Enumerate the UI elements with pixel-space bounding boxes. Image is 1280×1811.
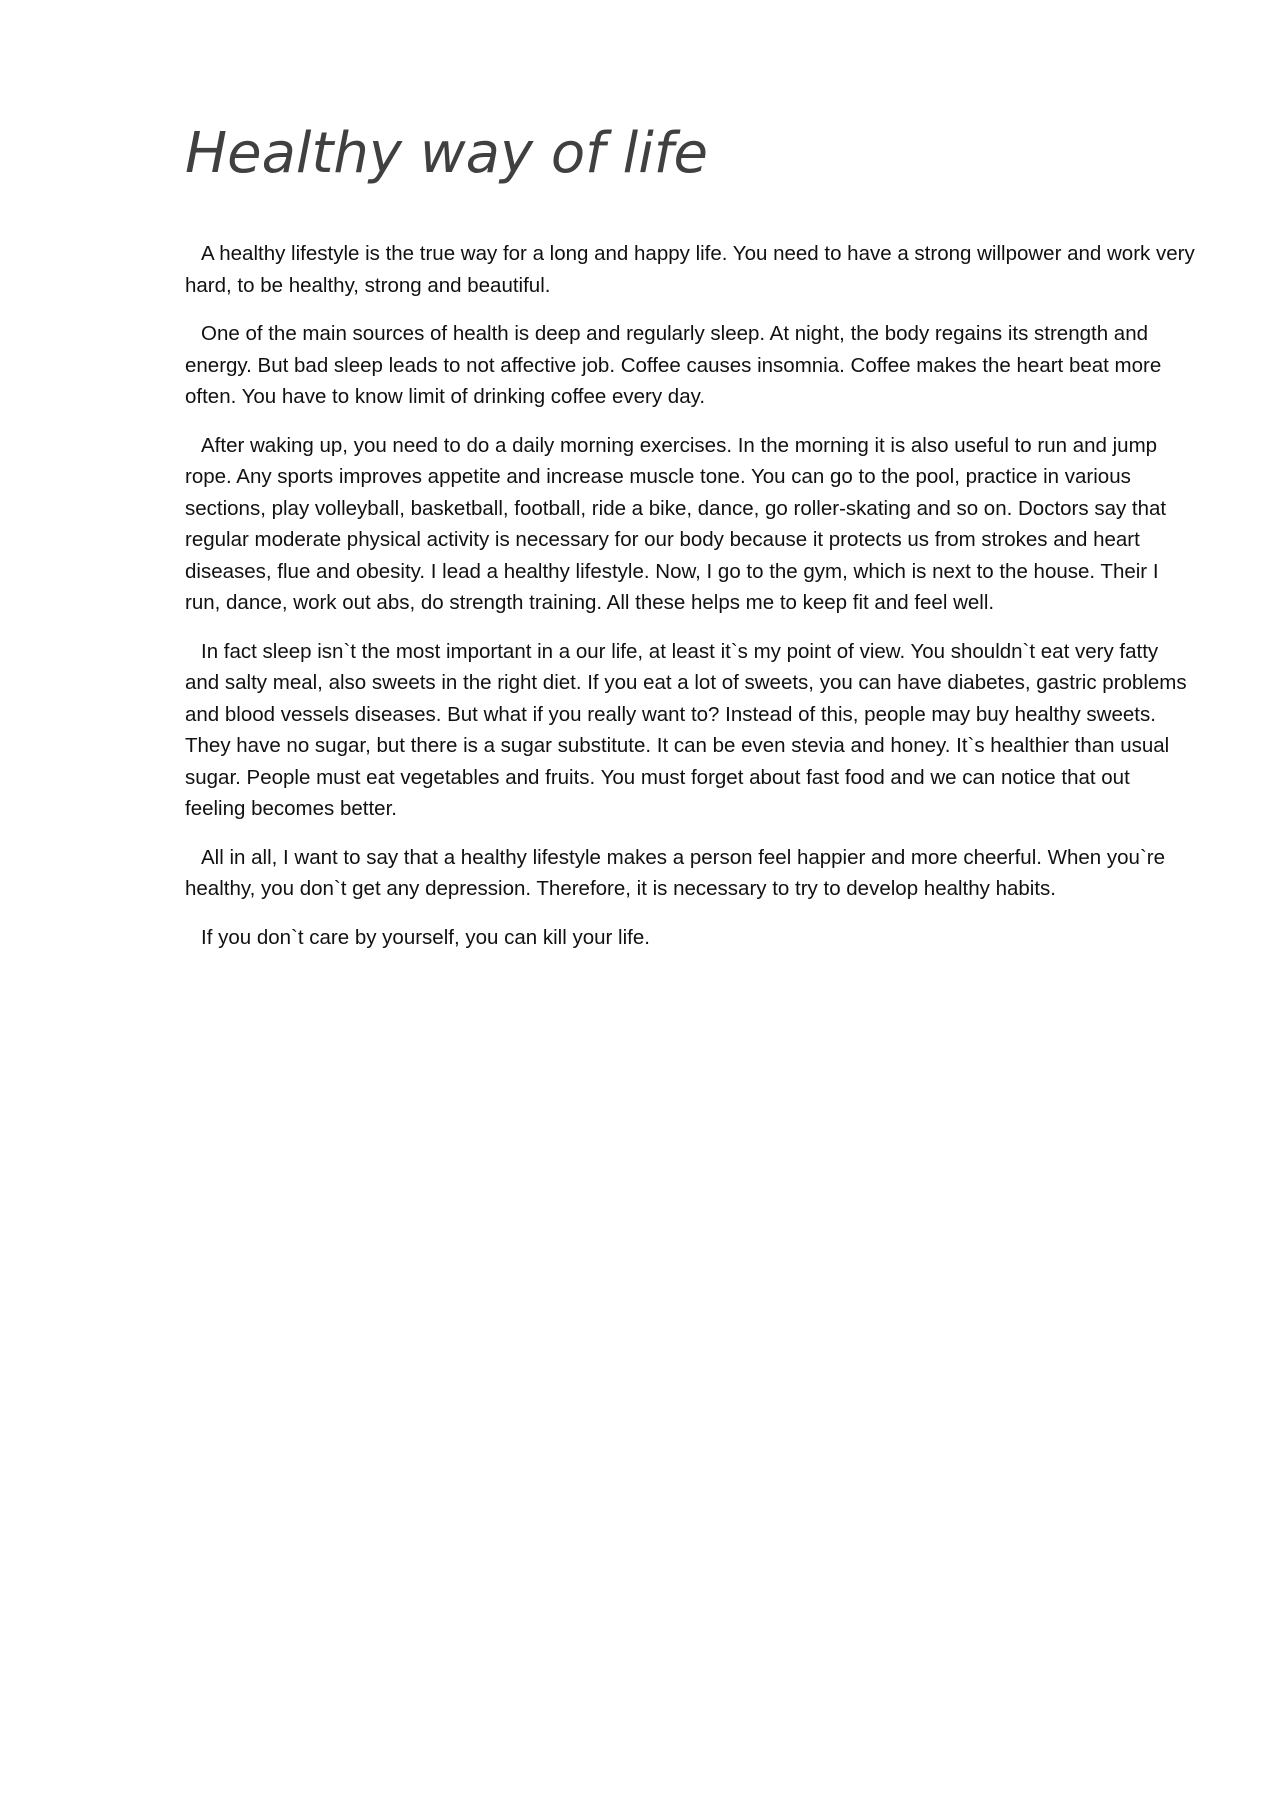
paragraph-conclusion: All in all, I want to say that a healthy lifestyle makes a person feel happier and more cheerful. When you`re healthy, you don`t get any depression. Therefore, it is necessary to try to develop healthy habits. (185, 845, 1166, 900)
paragraph-sleep: One of the main sources of health is deep and regularly sleep. At night, the body regains its strength and energy. But bad sleep leads to not affective job. Coffee causes insomnia. Coffee makes the heart beat more often. You have to know limit of drinking coffee every day. (185, 322, 1162, 408)
document-body (185, 118, 1195, 970)
paragraph-closing: If you don`t care by yourself, you can kill your life. (201, 925, 650, 949)
paragraph-intro: A healthy lifestyle is the true way for a long and happy life. You need to have a strong willpower and work very hard, to be healthy, strong and beautiful. (185, 242, 1195, 297)
document-title: Healthy way of life (185, 121, 708, 186)
paragraph-diet: In fact sleep isn`t the most important in a our life, at least it`s my point of view. You shouldn`t eat very fatty and salty meal, also sweets in the right diet. If you eat a lot of sweets, you can have diabetes, gastric problems and blood vessels diseases. But what if you really want to? Instead of this, people may buy healthy sweets. They have no sugar, but there is a sugar substitute. It can be even stevia and honey. It`s healthier than usual sugar. People must eat vegetables and fruits. You must forget about fast food and we can notice that out feeling becomes better. (185, 639, 1187, 820)
paragraph-exercise: After waking up, you need to do a daily morning exercises. In the morning it is also useful to run and jump rope. Any sports improves appetite and increase muscle tone. You can go to the pool, practice in various sections, play volleyball, basketball, football, ride a bike, dance, go roller-skating and so on. Doctors say that regular moderate physical activity is necessary for our body because it protects us from strokes and heart diseases, flue and obesity. I lead a healthy lifestyle. Now, I go to the gym, which is next to the house. Their I run, dance, work out abs, do strength training. All these helps me to keep fit and feel well. (185, 433, 1167, 614)
